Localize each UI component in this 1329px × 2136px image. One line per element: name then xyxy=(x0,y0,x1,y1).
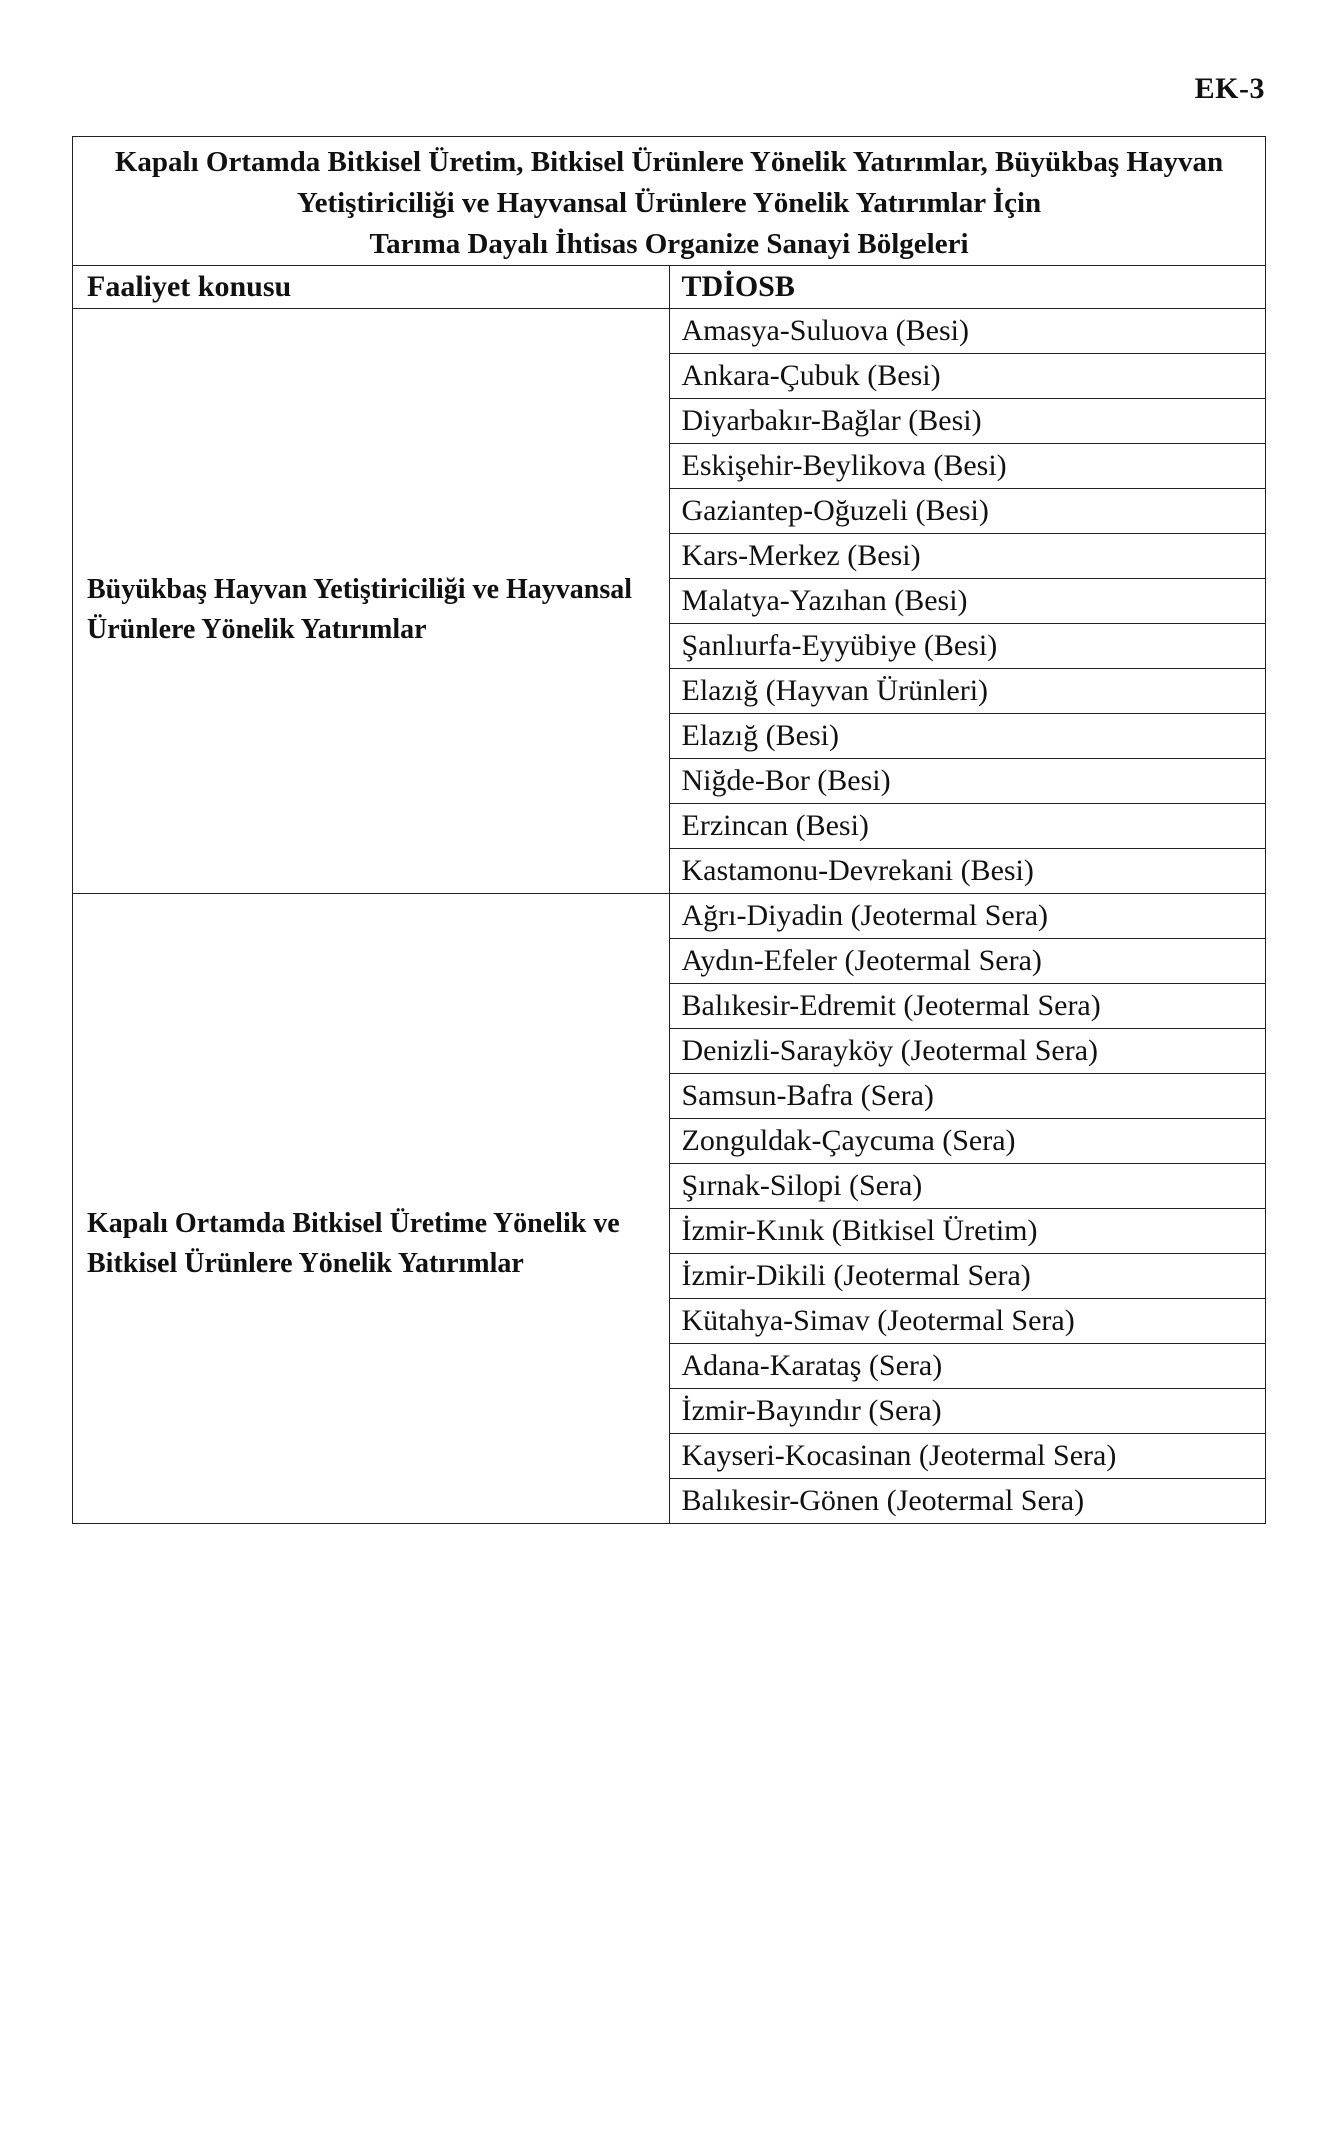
zone-cell: Ağrı-Diyadin (Jeotermal Sera) xyxy=(669,894,1266,939)
activity-cell: Büyükbaş Hayvan Yetiştiriciliği ve Hayvansal Ürünlere Yönelik Yatırımlar xyxy=(73,309,670,894)
osb-table xyxy=(72,136,1266,1524)
title-line-3: Tarıma Dayalı İhtisas Organize Sanayi Bölgeleri xyxy=(369,227,969,260)
zone-cell: Balıkesir-Edremit (Jeotermal Sera) xyxy=(669,984,1266,1029)
zone-cell: Kayseri-Kocasinan (Jeotermal Sera) xyxy=(669,1434,1266,1479)
zone-cell: Diyarbakır-Bağlar (Besi) xyxy=(669,399,1266,444)
zone-cell: Şırnak-Silopi (Sera) xyxy=(669,1164,1266,1209)
zone-cell: Denizli-Sarayköy (Jeotermal Sera) xyxy=(669,1029,1266,1074)
zone-cell: Ankara-Çubuk (Besi) xyxy=(669,354,1266,399)
zone-cell: Niğde-Bor (Besi) xyxy=(669,759,1266,804)
zone-cell: Erzincan (Besi) xyxy=(669,804,1266,849)
zone-cell: Elazığ (Hayvan Ürünleri) xyxy=(669,669,1266,714)
zone-cell: Kastamonu-Devrekani (Besi) xyxy=(669,849,1266,894)
zone-cell: Amasya-Suluova (Besi) xyxy=(669,309,1266,354)
zone-cell: Kars-Merkez (Besi) xyxy=(669,534,1266,579)
zone-cell: Malatya-Yazıhan (Besi) xyxy=(669,579,1266,624)
title-row xyxy=(73,137,1266,266)
zone-cell: Gaziantep-Oğuzeli (Besi) xyxy=(669,489,1266,534)
zone-cell: Kütahya-Simav (Jeotermal Sera) xyxy=(669,1299,1266,1344)
header-activity: Faaliyet konusu xyxy=(73,266,670,309)
zone-cell: Aydın-Efeler (Jeotermal Sera) xyxy=(669,939,1266,984)
zone-cell: Adana-Karataş (Sera) xyxy=(669,1344,1266,1389)
title-line-1: Kapalı Ortamda Bitkisel Üretim, Bitkisel Ürünlere Yönelik Yatırımlar, Büyükbaş Hayvan xyxy=(114,145,1224,178)
title-line-2: Yetiştiriciliği ve Hayvansal Ürünlere Yönelik Yatırımlar İçin xyxy=(296,186,1042,219)
header-row xyxy=(73,266,1266,309)
table-title xyxy=(73,137,1266,266)
table-row xyxy=(73,309,1266,354)
activity-cell: Kapalı Ortamda Bitkisel Üretime Yönelik ve Bitkisel Ürünlere Yönelik Yatırımlar xyxy=(73,894,670,1524)
zone-cell: Elazığ (Besi) xyxy=(669,714,1266,759)
zone-cell: Şanlıurfa-Eyyübiye (Besi) xyxy=(669,624,1266,669)
zone-cell: Zonguldak-Çaycuma (Sera) xyxy=(669,1119,1266,1164)
zone-cell: İzmir-Dikili (Jeotermal Sera) xyxy=(669,1254,1266,1299)
zone-cell: İzmir-Kınık (Bitkisel Üretim) xyxy=(669,1209,1266,1254)
zone-cell: Eskişehir-Beylikova (Besi) xyxy=(669,444,1266,489)
zone-cell: İzmir-Bayındır (Sera) xyxy=(669,1389,1266,1434)
zone-cell: Balıkesir-Gönen (Jeotermal Sera) xyxy=(669,1479,1266,1524)
zone-cell: Samsun-Bafra (Sera) xyxy=(669,1074,1266,1119)
annex-label: EK-3 xyxy=(1194,72,1265,105)
header-zone: TDİOSB xyxy=(669,266,1266,309)
table-row xyxy=(73,894,1266,939)
